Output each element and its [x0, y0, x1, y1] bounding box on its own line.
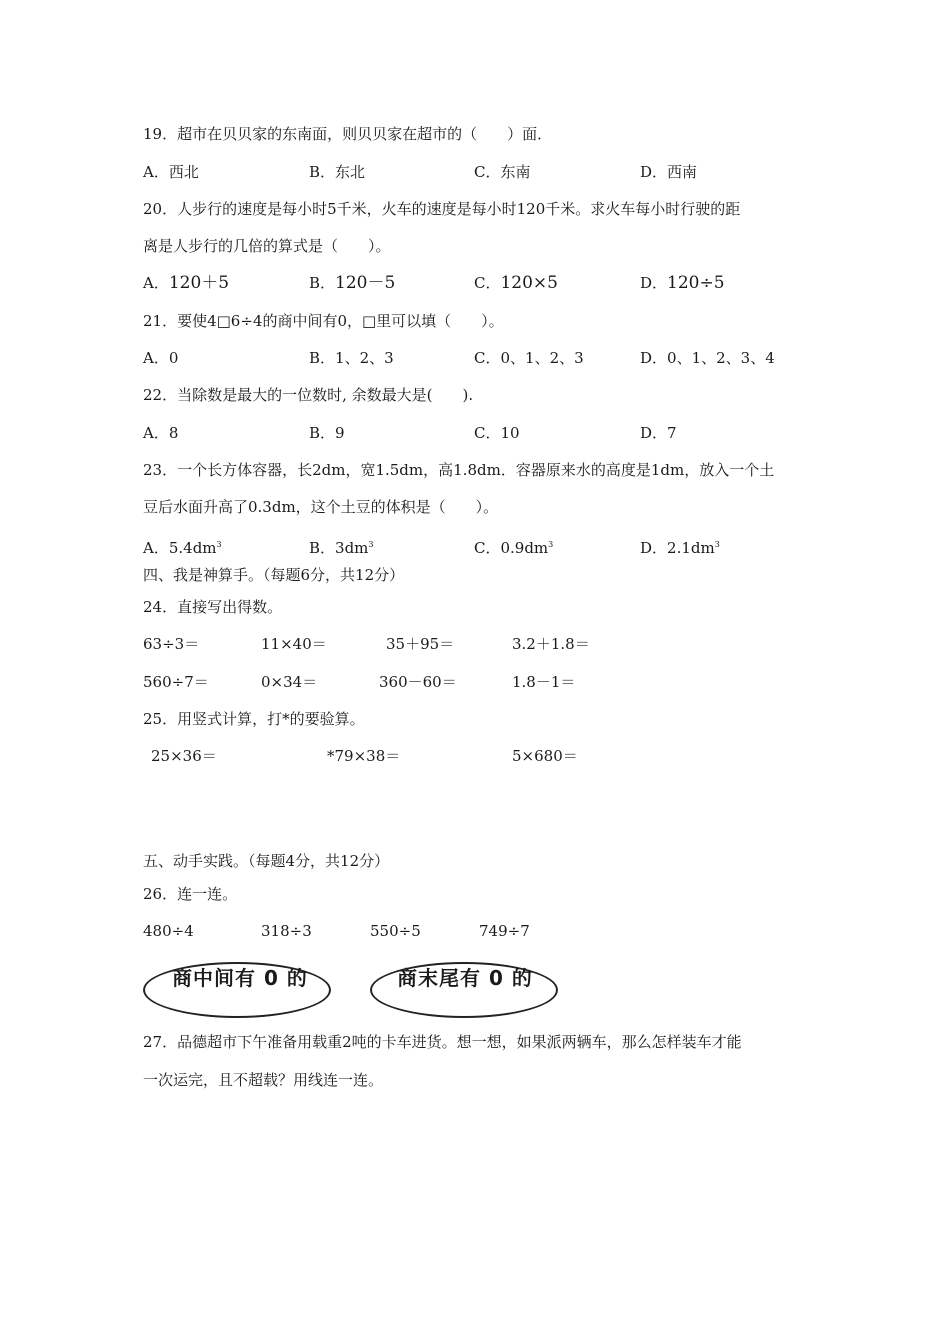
q20-option-d: [640, 273, 725, 293]
question-19: 19．超市在贝贝家的东南面，则贝贝家在超市的（ ）面．: [143, 125, 553, 143]
q23-option-d-sup: 3: [714, 540, 720, 549]
section-4-heading: 四、我是神算手。（每题6分，共12分）: [143, 566, 405, 584]
q20-option-c: [474, 273, 558, 293]
q20-option-c-label: C．: [474, 274, 501, 292]
oval-quotient-middle-zero-label: 商中间有 0 的: [172, 966, 308, 990]
q23-option-b-text: B．3dm: [309, 539, 369, 557]
question-22: 22．当除数是最大的一位数时, 余数最大是( ).: [143, 386, 474, 404]
q25-expr: 5×680＝: [512, 747, 578, 765]
q23-option-a-text: A．5.4dm: [143, 539, 217, 557]
q21-option-c: C．0、1、2、3: [474, 349, 584, 367]
q23-option-d: [640, 535, 720, 558]
question-20-line2: 离是人步行的几倍的算式是（ ）。: [143, 237, 391, 255]
q26-expr: 480÷4: [143, 922, 194, 940]
q21-option-b: B．1、2、3: [309, 349, 394, 367]
q20-option-c-expr: 120×5: [500, 273, 558, 293]
q20-option-b-expr: 120－5: [335, 273, 396, 293]
q26-expr: 749÷7: [479, 922, 530, 940]
q22-option-b: B．9: [309, 424, 345, 442]
q20-option-a-label: A．: [143, 274, 169, 292]
q24-expr: 11×40＝: [261, 635, 327, 653]
q23-option-a-sup: 3: [216, 540, 222, 549]
q21-option-a: A．0: [143, 349, 179, 367]
q25-expr: 25×36＝: [151, 747, 217, 765]
q20-option-a: [143, 273, 229, 293]
q23-option-c: [474, 535, 553, 558]
q19-option-c: C．东南: [474, 163, 531, 181]
question-27-line1: 27．品德超市下午准备用载重2吨的卡车进货。想一想，如果派两辆车，那么怎样装车才能: [143, 1033, 742, 1051]
q20-option-a-expr: 120＋5: [168, 273, 230, 293]
q22-option-d: D．7: [640, 424, 677, 442]
q23-option-a: [143, 535, 222, 558]
q20-option-b-label: B．: [309, 274, 336, 292]
question-24: 24．直接写出得数。: [143, 598, 283, 616]
question-20-line1: 20．人步行的速度是每小时5千米，火车的速度是每小时120千米。求火车每小时行驶的距: [143, 200, 741, 218]
q19-option-b: B．东北: [309, 163, 366, 181]
q25-expr: *79×38＝: [327, 747, 401, 765]
q23-option-c-text: C．0.9dm: [474, 539, 549, 557]
q20-option-b: [309, 273, 395, 293]
question-23-line2: 豆后水面升高了0.3dm，这个土豆的体积是（ ）。: [143, 498, 499, 516]
q24-expr: 63÷3＝: [143, 635, 200, 653]
section-5-heading: 五、动手实践。（每题4分，共12分）: [143, 852, 390, 870]
q26-expr: 550÷5: [370, 922, 421, 940]
q20-option-d-expr: 120÷5: [667, 273, 725, 293]
question-25: 25．用竖式计算，打*的要验算。: [143, 710, 365, 728]
q24-expr: 3.2＋1.8＝: [512, 635, 590, 653]
question-21: 21．要使4□6÷4的商中间有0，□里可以填（ ）。: [143, 312, 504, 330]
q24-expr: 1.8－1＝: [512, 673, 576, 691]
q20-option-d-label: D．: [640, 274, 668, 292]
q24-expr: 35＋95＝: [386, 635, 455, 653]
q24-expr: 0×34＝: [261, 673, 318, 691]
q23-option-c-sup: 3: [548, 540, 554, 549]
q24-expr: 560÷7＝: [143, 673, 209, 691]
q19-option-a: A．西北: [143, 163, 199, 181]
q26-expr: 318÷3: [261, 922, 312, 940]
question-23-line1: 23．一个长方体容器，长2dm，宽1.5dm，高1.8dm．容器原来水的高度是1dm，放入一个土: [143, 461, 775, 479]
q22-option-c: C．10: [474, 424, 520, 442]
oval-quotient-end-zero-label: 商末尾有 0 的: [397, 966, 533, 990]
q21-option-d: D．0、1、2、3、4: [640, 349, 775, 367]
question-26: 26．连一连。: [143, 885, 238, 903]
q23-option-d-text: D．2.1dm: [640, 539, 715, 557]
q19-option-d: D．西南: [640, 163, 698, 181]
q22-option-a: A．8: [143, 424, 179, 442]
q24-expr: 360－60＝: [379, 673, 457, 691]
question-27-line2: 一次运完，且不超载？用线连一连。: [143, 1071, 384, 1089]
q23-option-b-sup: 3: [368, 540, 374, 549]
q23-option-b: [309, 535, 374, 558]
